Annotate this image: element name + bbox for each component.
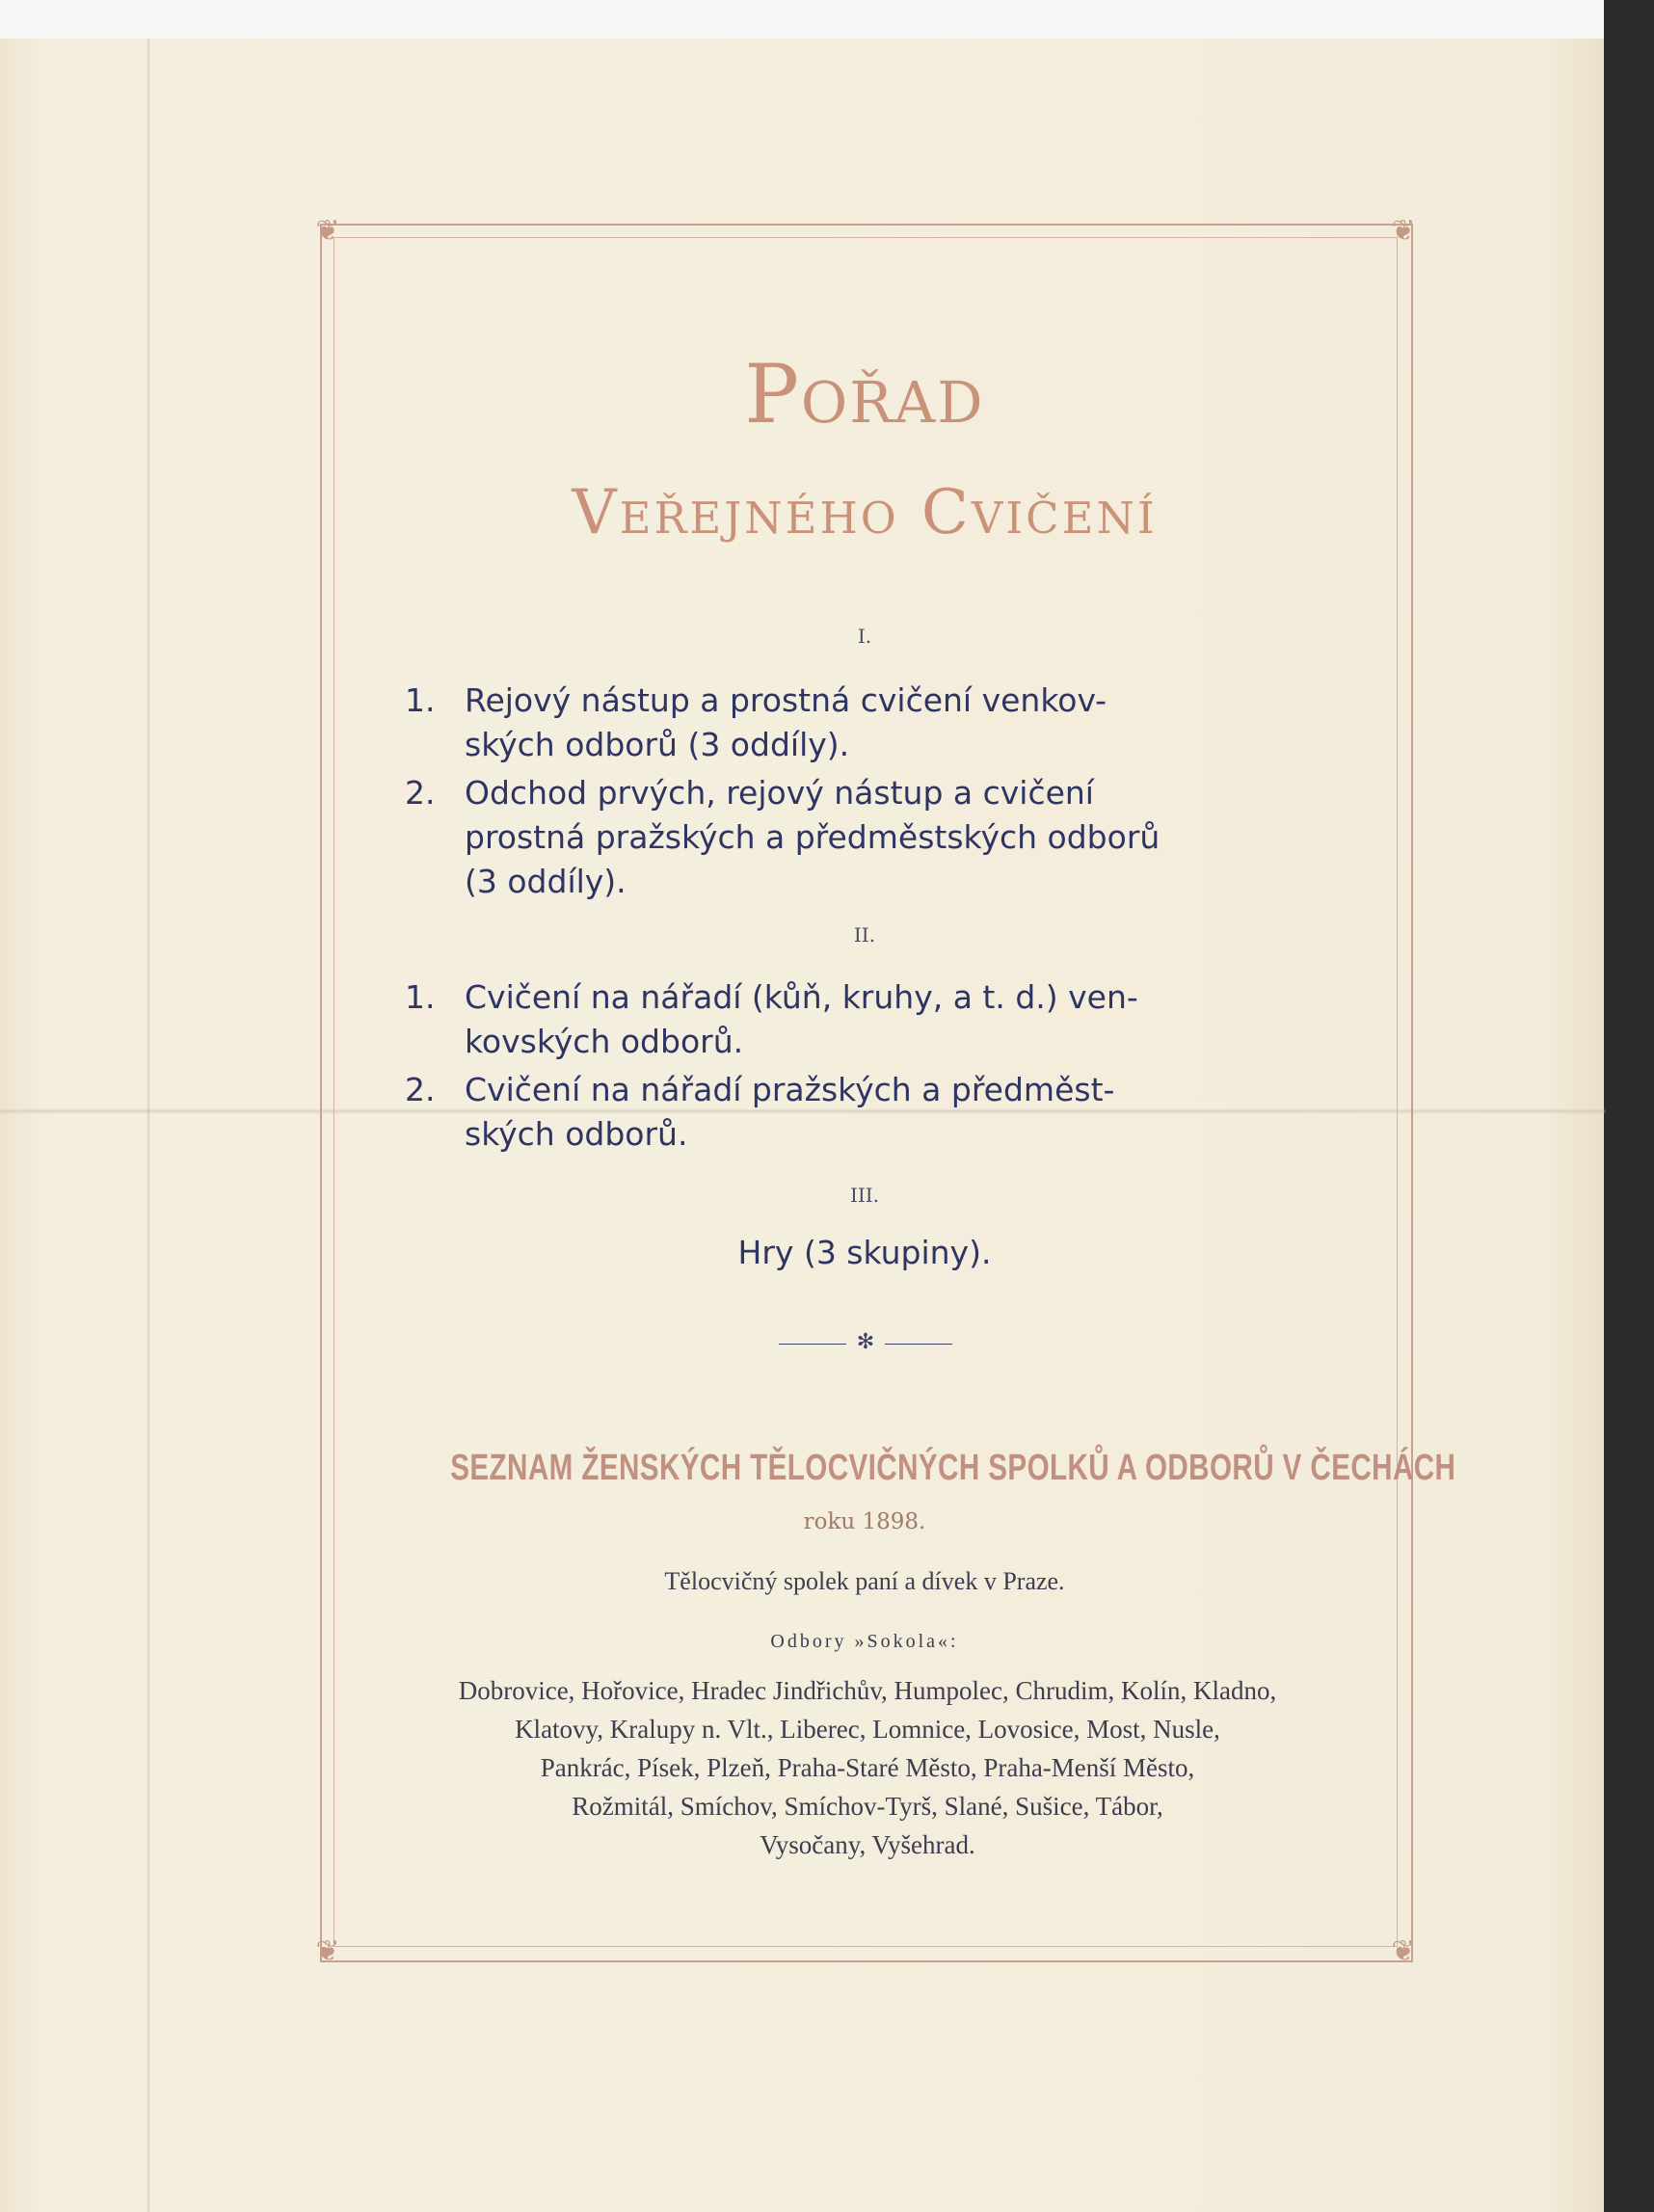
corner-ornament-icon: ❦ [1391, 214, 1416, 248]
item-line: ských odborů (3 oddíly). [465, 726, 850, 763]
corner-ornament-icon: ❦ [1391, 1934, 1416, 1968]
section-numeral: III. [849, 1184, 880, 1207]
item-number: 1. [405, 681, 436, 719]
corner-ornament-icon: ❦ [315, 214, 340, 248]
item-line: prostná pražských a předměstských odborů [465, 818, 1160, 856]
towns-line: Pankrác, Písek, Plzeň, Praha-Staré Město, Praha-Menší Město, [540, 1753, 1195, 1782]
item-line: Cvičení na nářadí pražských a předměst- [465, 1071, 1115, 1108]
item-number: 2. [405, 774, 436, 812]
section-numeral: II. [853, 923, 876, 946]
divider-ornament [779, 1330, 952, 1359]
item-number: 1. [405, 978, 436, 1016]
games-item: Hry (3 skupiny). [737, 1234, 992, 1271]
towns-list [366, 1671, 1369, 1864]
towns-line: Vysočany, Vyšehrad. [760, 1830, 975, 1859]
item-line: Cvičení na nářadí (kůň, kruhy, a t. d.) ven- [465, 978, 1138, 1016]
fold-crease-vertical [147, 39, 150, 2212]
towns-line: Rožmitál, Smíchov, Smíchov-Tyrš, Slané, Sušice, Tábor, [572, 1792, 1163, 1821]
society-name: Tělocvičný spolek paní a dívek v Praze. [664, 1567, 1065, 1595]
odbory-heading: Odbory »Sokola«: [770, 1631, 959, 1652]
list-year: roku 1898. [803, 1509, 926, 1534]
item-line: ských odborů. [465, 1115, 688, 1153]
item-line: (3 oddíly). [465, 863, 627, 900]
item-number: 2. [405, 1071, 436, 1108]
page-title: Pořad [744, 347, 985, 441]
scan-background [1604, 0, 1654, 2212]
towns-line: Klatovy, Kralupy n. Vlt., Liberec, Lomnice, Lovosice, Most, Nusle, [515, 1715, 1220, 1744]
item-line: Odchod prvých, rejový nástup a cvičení [465, 774, 1094, 812]
corner-ornament-icon: ❦ [315, 1934, 340, 1968]
fleuron-icon: ✻ [856, 1330, 875, 1354]
item-line: kovských odborů. [465, 1023, 744, 1060]
divider-line [779, 1344, 846, 1345]
list-heading: SEZNAM ŽENSKÝCH TĚLOCVIČNÝCH SPOLKŮ A ODBORŮ V ČECHÁCH [450, 1448, 1456, 1488]
divider-line [885, 1344, 952, 1345]
item-line: Rejový nástup a prostná cvičení venkov- [465, 681, 1107, 719]
towns-line: Dobrovice, Hořovice, Hradec Jindřichův, Humpolec, Chrudim, Kolín, Kladno, [458, 1676, 1277, 1705]
page-subtitle: Veřejného Cvičení [572, 477, 1158, 548]
section-numeral: I. [857, 625, 872, 648]
